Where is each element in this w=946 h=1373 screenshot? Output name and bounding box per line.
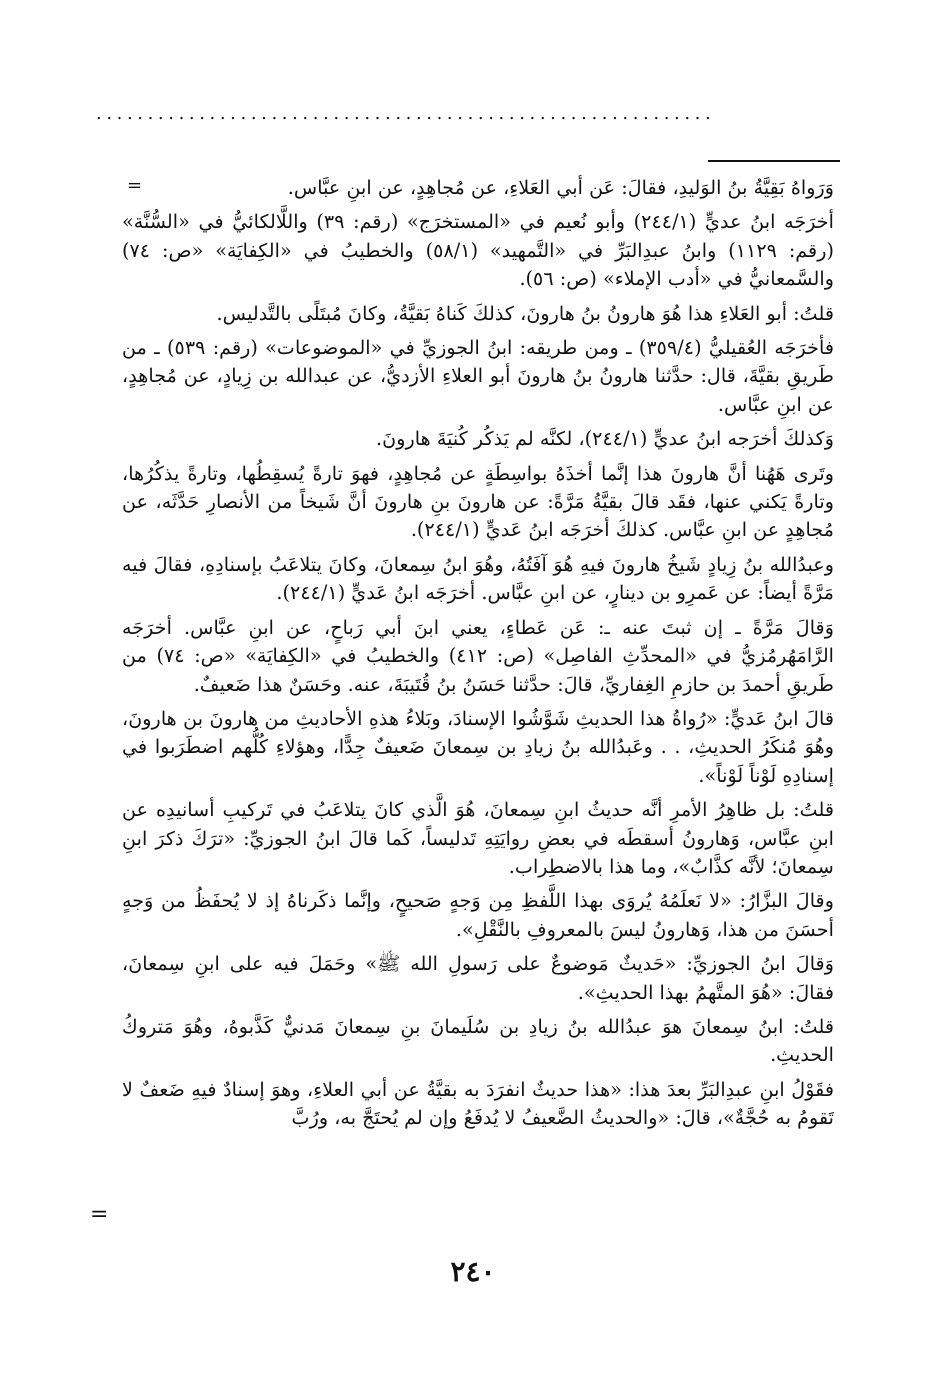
paragraph: قالَ ابنُ عَديٍّ: «رُواةُ هذا الحديثِ شَوَّشُوا الإسنادَ، وبَلاءُ هذهِ الأحاديثِ من هارونَ بن هارونَ، وهُوَ مُنكَرُ الحديثِ، . . وعَبدُالله بنُ زيادِ بن سِمعانَ ضَعيفٌ جِدًّا، وهؤلاءِ كُلُّهم اضطَرَبوا في إسنادِهِ لَوْناً لَوْناً». bbox=[122, 706, 834, 787]
continuation-mark-top: = bbox=[127, 175, 143, 196]
paragraph: وعبدُالله بنُ زِيادٍ شَيخُ هارونَ فيهِ هُوَ آفَتُهُ، وهُوَ ابنُ سِمعانَ، وكانَ يتلاعَبُ بإسنادِهِ، فقالَ فيه مَرَّةً أيضاً: عن عَمرِو بن دينارٍ، عن ابنِ عبَّاس. أخرَجَه ابنُ عَديٍّ (٢٤٤/١). bbox=[122, 552, 834, 605]
footnote-rule bbox=[708, 160, 840, 162]
paragraph: فقَوْلُ ابنِ عبدِالبَرِّ بعدَ هذا: «هذا حديثٌ انفرَدَ به بقيَّةُ عن أبي العلاءِ، وهوَ إسنادٌ فيهِ ضَعفٌ لا تَقومُ به حُجَّةٌ»، قالَ: «والحديثُ الضَّعيفُ لا يُدفَعُ وإن لم يُحتَجَّ به، ورُبَّ bbox=[122, 1077, 834, 1130]
dotted-separator: ............................................................ bbox=[96, 104, 716, 124]
paragraph: وَرَواهُ بَقِيَّةُ بنُ الوَليدِ، فقالَ: عَن أبي العَلاءِ، عن مُجاهِدٍ، عن ابنِ عبَّاس. bbox=[287, 176, 834, 199]
paragraph: أخرَجَه ابنُ عديٍّ (٢٤٤/١) وأبو نُعيم في «المستخرَج» (رقم: ٣٩) واللَّالكائيُّ في «السُّنَّة» (رقم: ١١٢٩) وابنُ عبدِالبَرِّ في «التَّمهيد» (٥٨/١) والخطيبُ في «الكِفايَة» «ص: ٧٤) والسَّمعانيُّ في «أدب الإملاء» (ص: ٥٦). bbox=[122, 210, 834, 291]
paragraph: قلتُ: أبو العَلاءِ هذا هُوَ هارونُ بنُ هارونَ، كذلكَ كَناهُ بَقيَّةُ، وكانَ مُبتَلًى بالتَّدليس. bbox=[216, 301, 834, 325]
footnote-text bbox=[122, 174, 834, 1139]
paragraph: وَكذلكَ أخرَجه ابنُ عديٍّ (٢٤٤/١)، لكنَّه لم يَذكُر كُنيَةَ هارونَ. bbox=[376, 427, 834, 451]
page-number: ٢٤٠ bbox=[450, 1255, 496, 1288]
paragraph: قلتُ: بل ظاهِرُ الأمرِ أنَّه حديثُ ابنِ سِمعانَ، هُوَ الَّذي كانَ يتلاعَبُ في تَركيبِ أسانيدِه عن ابنِ عبَّاس، وَهارونُ أسقطَه في بعضِ روايَتِهِ تَدليساً، كَما قالَ ابنُ الجوزيِّ: «ترَكَ ذكرَ ابنِ سِمعانَ؛ لأنَّه كذَّابٌ»، وما هذا بالاضطِراب. bbox=[122, 798, 834, 878]
paragraph: وَقالَ ابنُ الجوزيِّ: «حَديثٌ مَوضوعٌ على رَسولِ الله ﷺ» وحَمَلَ فيه على ابنِ سِمعانَ، فقالَ: «هُوَ المتَّهمُ بهذا الحديثِ». bbox=[122, 952, 834, 1004]
paragraph: وَقالَ مَرَّةً ـ إن ثبتَ عنه ـ: عَن عَطاءٍ، يعني ابنَ أبي رَباحٍ، عن ابنِ عبَّاس. أخرَجَه الرَّامَهُرمُزيُّ في «المحدِّثِ الفاصِل» (ص: ٤١٢) والخطيبُ في «الكِفايَة» «ص: ٧٤) من طَريقِ أحمدَ بن حازمِ الغِفاريِّ، قالَ: حدَّثنا حَسَنُ بنُ قُتَيبَةَ، عنه. وحَسَنٌ هذا ضَعيفٌ. bbox=[122, 615, 834, 696]
continuation-mark-bottom: = bbox=[90, 1202, 109, 1227]
paragraph: وتَرى هَهُنا أنَّ هارونَ هذا إنَّما أخذَهُ بواسِطَةٍ عن مُجاهِدٍ، فهوَ تارةً يُسقِطُها، وتارةً يذكُرُها، وتارةً يَكني عنها، فقَد قالَ بقيَّةُ مَرَّةً: عن هارونَ بنِ هارونَ أنَّ شَيخاً من الأنصارِ حَدَّثَه، عن مُجاهِدٍ عن ابنِ عبَّاس. كذلكَ أخرَجَه ابنُ عَديٍّ (٢٤٤/١). bbox=[122, 461, 834, 542]
paragraph: وقالَ البزَّارُ: «لا نَعلَمُهُ يُروَى بهذا اللَّفظِ مِن وَجهٍ صَحيحٍ، وإنَّما ذكَرناهُ إذ لا يُحفَظُ من وَجهٍ أحسَنَ من هذا، وَهارونُ ليسَ بالمعروفِ بالنَّقْلِ». bbox=[122, 889, 834, 941]
paragraph: قلتُ: ابنُ سِمعانَ هوَ عبدُالله بنُ زيادِ بن سُلَيمانَ بنِ سِمعانَ مَدنيٌّ كَذَّبوهُ، وهُوَ مَتروكُ الحديثِ. bbox=[122, 1014, 834, 1067]
paragraph: فأخرَجَه العُقيليُّ (٣٥٩/٤) ـ ومن طريقه: ابنُ الجوزيِّ في «الموضوعات» (رقم: ٥٣٩) ـ من طَريقِ بقيَّةَ، قال: حدَّثنا هارونُ بنُ هارونَ أبو العلاءِ الأزديُّ، عن عبدالله بن زِيادٍ، عن مُجاهِدٍ، عن ابنِ عبَّاس. bbox=[122, 336, 834, 416]
